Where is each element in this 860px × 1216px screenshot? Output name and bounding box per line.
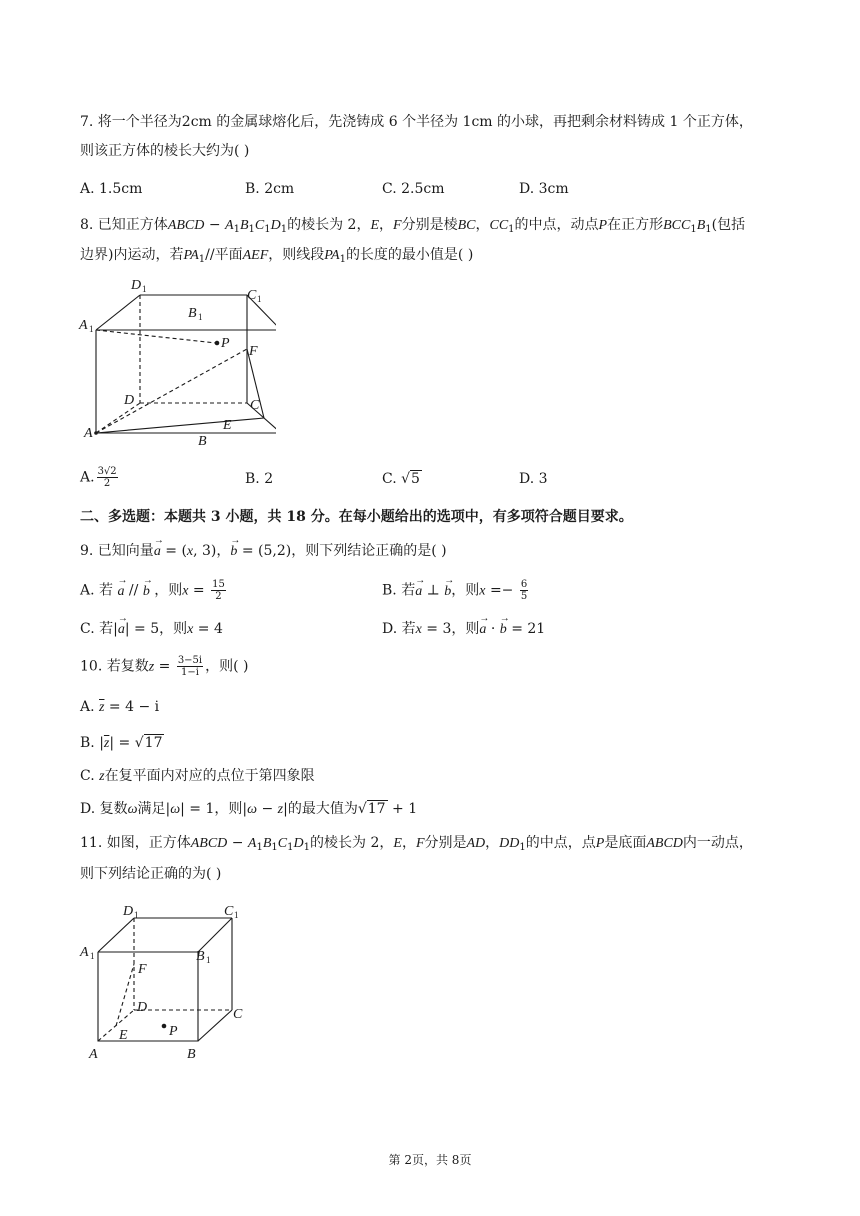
label-a1: A (80, 945, 89, 960)
q11-stem-line1: 11. 如图，正方体ABCD − $A_1B_1C_1D_1$的棱长为 2，E，F分别是AD，$DD_1$的中点，点P是底面ABCD内一动点， (80, 835, 753, 853)
q10-option-c: C. z在复平面内对应的点位于第四象限 (80, 768, 315, 784)
q10-option-b: B. $|\overline{z}| = √17$ (80, 735, 163, 751)
label-a1: A (79, 318, 88, 333)
q7-option-b: B. 2cm (245, 181, 295, 197)
label-d1: D (123, 904, 134, 919)
q10-option-d: D. 复数ω满足|ω| = 1，则|ω − z|的最大值为√17 + 1 (80, 801, 418, 817)
label-b: B (198, 434, 207, 449)
svg-text:1: 1 (234, 910, 239, 920)
q7-option-d: D. 3cm (519, 181, 569, 197)
q9-option-b: B. 若→ a ⊥ → b，则x =− $\frac{6}{5}$ (382, 579, 530, 602)
label-a: A (84, 426, 93, 441)
q7-option-a: A. 1.5cm (80, 181, 143, 197)
q7-option-c: C. 2.5cm (382, 181, 445, 197)
label-f: F (138, 962, 147, 977)
svg-text:1: 1 (206, 955, 211, 965)
q11-cube-figure (76, 898, 256, 1068)
q8-option-b: B. 2 (245, 471, 274, 487)
label-p: P (221, 336, 230, 351)
label-c: C (233, 1007, 243, 1022)
q10-stem: 10. 若复数z = $\frac{3-5i}{1-i}$ ，则( ) (80, 655, 249, 678)
label-a: A (89, 1047, 98, 1062)
q8-option-c: C. √5 (382, 471, 420, 487)
label-d1: D (131, 278, 142, 293)
svg-text:1: 1 (198, 312, 203, 322)
q9-option-c: C. 若|→ a| = 5，则x = 4 (80, 619, 223, 640)
q9-option-d: D. 若x = 3，则→ a · → b = 21 (382, 619, 545, 640)
q11-stem-line2: 则下列结论正确的为( ) (80, 866, 222, 882)
q7-stem-line2: 则该正方体的棱长大约为( ) (80, 143, 250, 159)
q8-cube-figure (76, 275, 276, 455)
label-p: P (169, 1024, 178, 1039)
label-e: E (119, 1028, 128, 1043)
label-b1: B (188, 306, 197, 321)
label-d: D (124, 393, 135, 408)
svg-text:1: 1 (90, 951, 95, 961)
q10-option-a: A. $\overline{z} = 4 - i$ (80, 699, 160, 715)
q9-option-a: A. 若 → a // → b ，则x = $\frac{15}{2}$ (80, 579, 228, 602)
label-b: B (187, 1047, 196, 1062)
q8-option-a: A. $\frac{3√2}{2}$ (80, 466, 117, 489)
label-e: E (223, 418, 232, 433)
svg-text:1: 1 (257, 294, 262, 304)
label-d: D (137, 1000, 148, 1015)
q8-stem-line1: 8. 已知正方体ABCD − $A_1B_1C_1D_1$的棱长为 2，E，F分别是棱BC，$CC_1$的中点，动点P在正方形$BCC_1B_1$(包括 (80, 217, 746, 235)
label-c1: C (247, 288, 257, 303)
q8-stem-line2: 边界)内运动，若$PA_1//$平面AEF，则线段$PA_1$的长度的最小值是( ) (80, 247, 474, 265)
svg-text:1: 1 (134, 910, 139, 920)
q9-stem: 9. 已知向量→ a = (x, 3)，→ b = (5,2)，则下列结论正确的是( ) (80, 541, 447, 562)
svg-text:1: 1 (89, 324, 94, 334)
label-c: C (250, 398, 260, 413)
page-footer: 第 2页，共 8页 (388, 1153, 472, 1167)
q8-option-d: D. 3 (519, 471, 548, 487)
label-c1: C (224, 904, 234, 919)
label-f: F (249, 344, 258, 359)
label-b1: B (196, 949, 205, 964)
q7-stem-line1: 7. 将一个半径为2cm 的金属球熔化后，先浇铸成 6 个半径为 1cm 的小球，再把剩余材料铸成 1 个正方体， (80, 114, 753, 130)
section-2-heading: 二、多选题：本题共 3 小题，共 18 分。在每小题给出的选项中，有多项符合题目要求。 (80, 509, 633, 525)
svg-text:1: 1 (142, 284, 147, 294)
